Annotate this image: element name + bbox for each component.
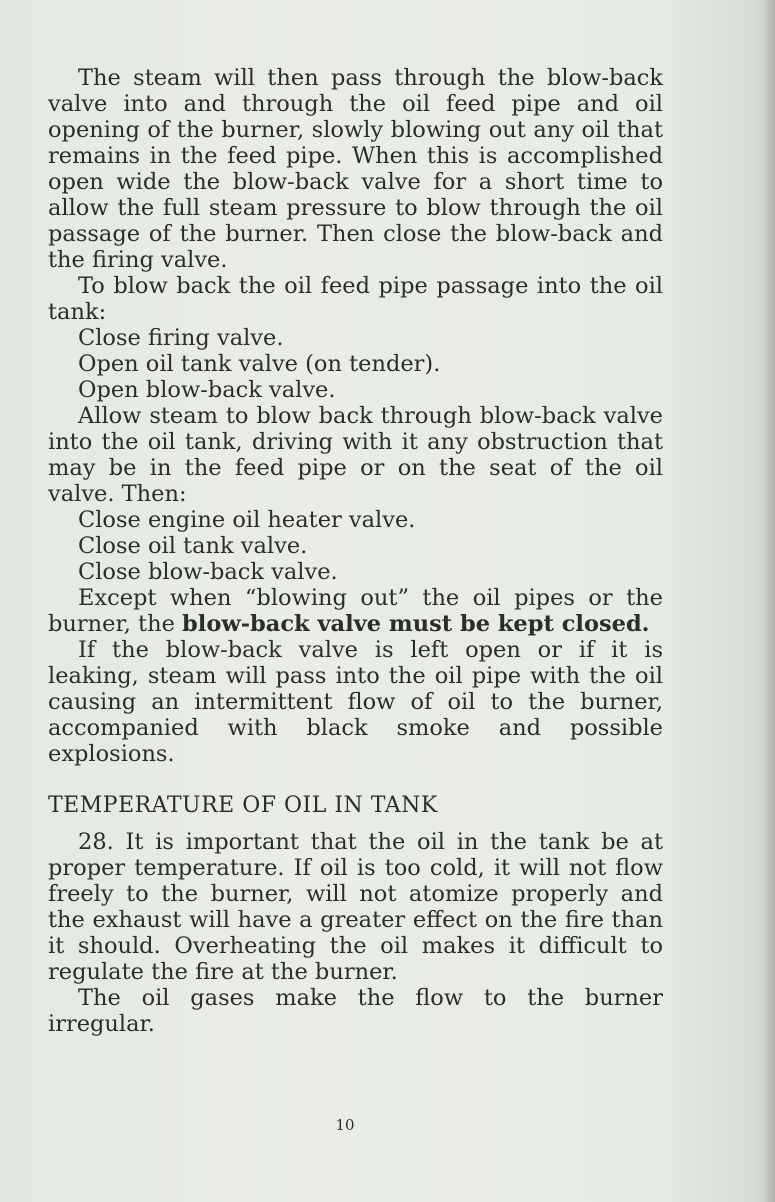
step-close-oil-tank-valve: Close oil tank valve. bbox=[78, 533, 308, 559]
paragraph-blow-back-steam: The steam will then pass through the blow-back valve into and through the oil feed pipe and oil opening of the burner, slowly blowing out any oil that remains in the feed pipe. When this is accomplished open wide the blow-back valve for a short time to allow the full steam pressure to blow through the oil passage of the burner. Then close the blow-back and the firing valve. bbox=[48, 65, 663, 273]
paragraph-blow-back-to-tank-intro: To blow back the oil feed pipe passage into the oil tank: bbox=[48, 273, 663, 325]
section-heading-temperature: TEMPERATURE OF OIL IN TANK bbox=[48, 793, 438, 818]
step-close-blow-back-valve: Close blow-back valve. bbox=[78, 559, 338, 585]
paragraph-oil-temperature: 28. It is important that the oil in the tank be at proper temperature. If oil is too cold, it will not flow freely to the burner, will not atomize properly and the exhaust will have a greater effect on the fire than it should. Overheating the oil makes it difficult to regulate the fire at the burner. bbox=[48, 829, 663, 985]
paragraph-leaking-valve: If the blow-back valve is left open or if it is leaking, steam will pass into the oil pipe with the oil causing an intermittent flow of oil to the burner, accompanied with black smoke and possible explosions. bbox=[48, 637, 663, 767]
paragraph-oil-gases: The oil gases make the flow to the burner irregular. bbox=[48, 985, 663, 1037]
step-close-engine-oil-heater-valve: Close engine oil heater valve. bbox=[78, 507, 416, 533]
page-number: 10 bbox=[335, 1116, 355, 1134]
step-open-oil-tank-valve: Open oil tank valve (on tender). bbox=[78, 351, 441, 377]
paragraph-allow-steam: Allow steam to blow back through blow-back valve into the oil tank, driving with it any obstruction that may be in the feed pipe or on the seat of the oil valve. Then: bbox=[48, 403, 663, 507]
paragraph-except-when bbox=[48, 585, 663, 637]
except-when-text: Except when “blowing out” the oil pipes or the burner, the bbox=[48, 585, 663, 637]
page-edge-shadow bbox=[763, 0, 775, 1202]
step-open-blow-back-valve: Open blow-back valve. bbox=[78, 377, 336, 403]
step-close-firing-valve: Close firing valve. bbox=[78, 325, 284, 351]
page-body bbox=[48, 65, 663, 1037]
blow-back-must-be-closed-emphasis: blow-back valve must be kept closed. bbox=[182, 611, 650, 637]
